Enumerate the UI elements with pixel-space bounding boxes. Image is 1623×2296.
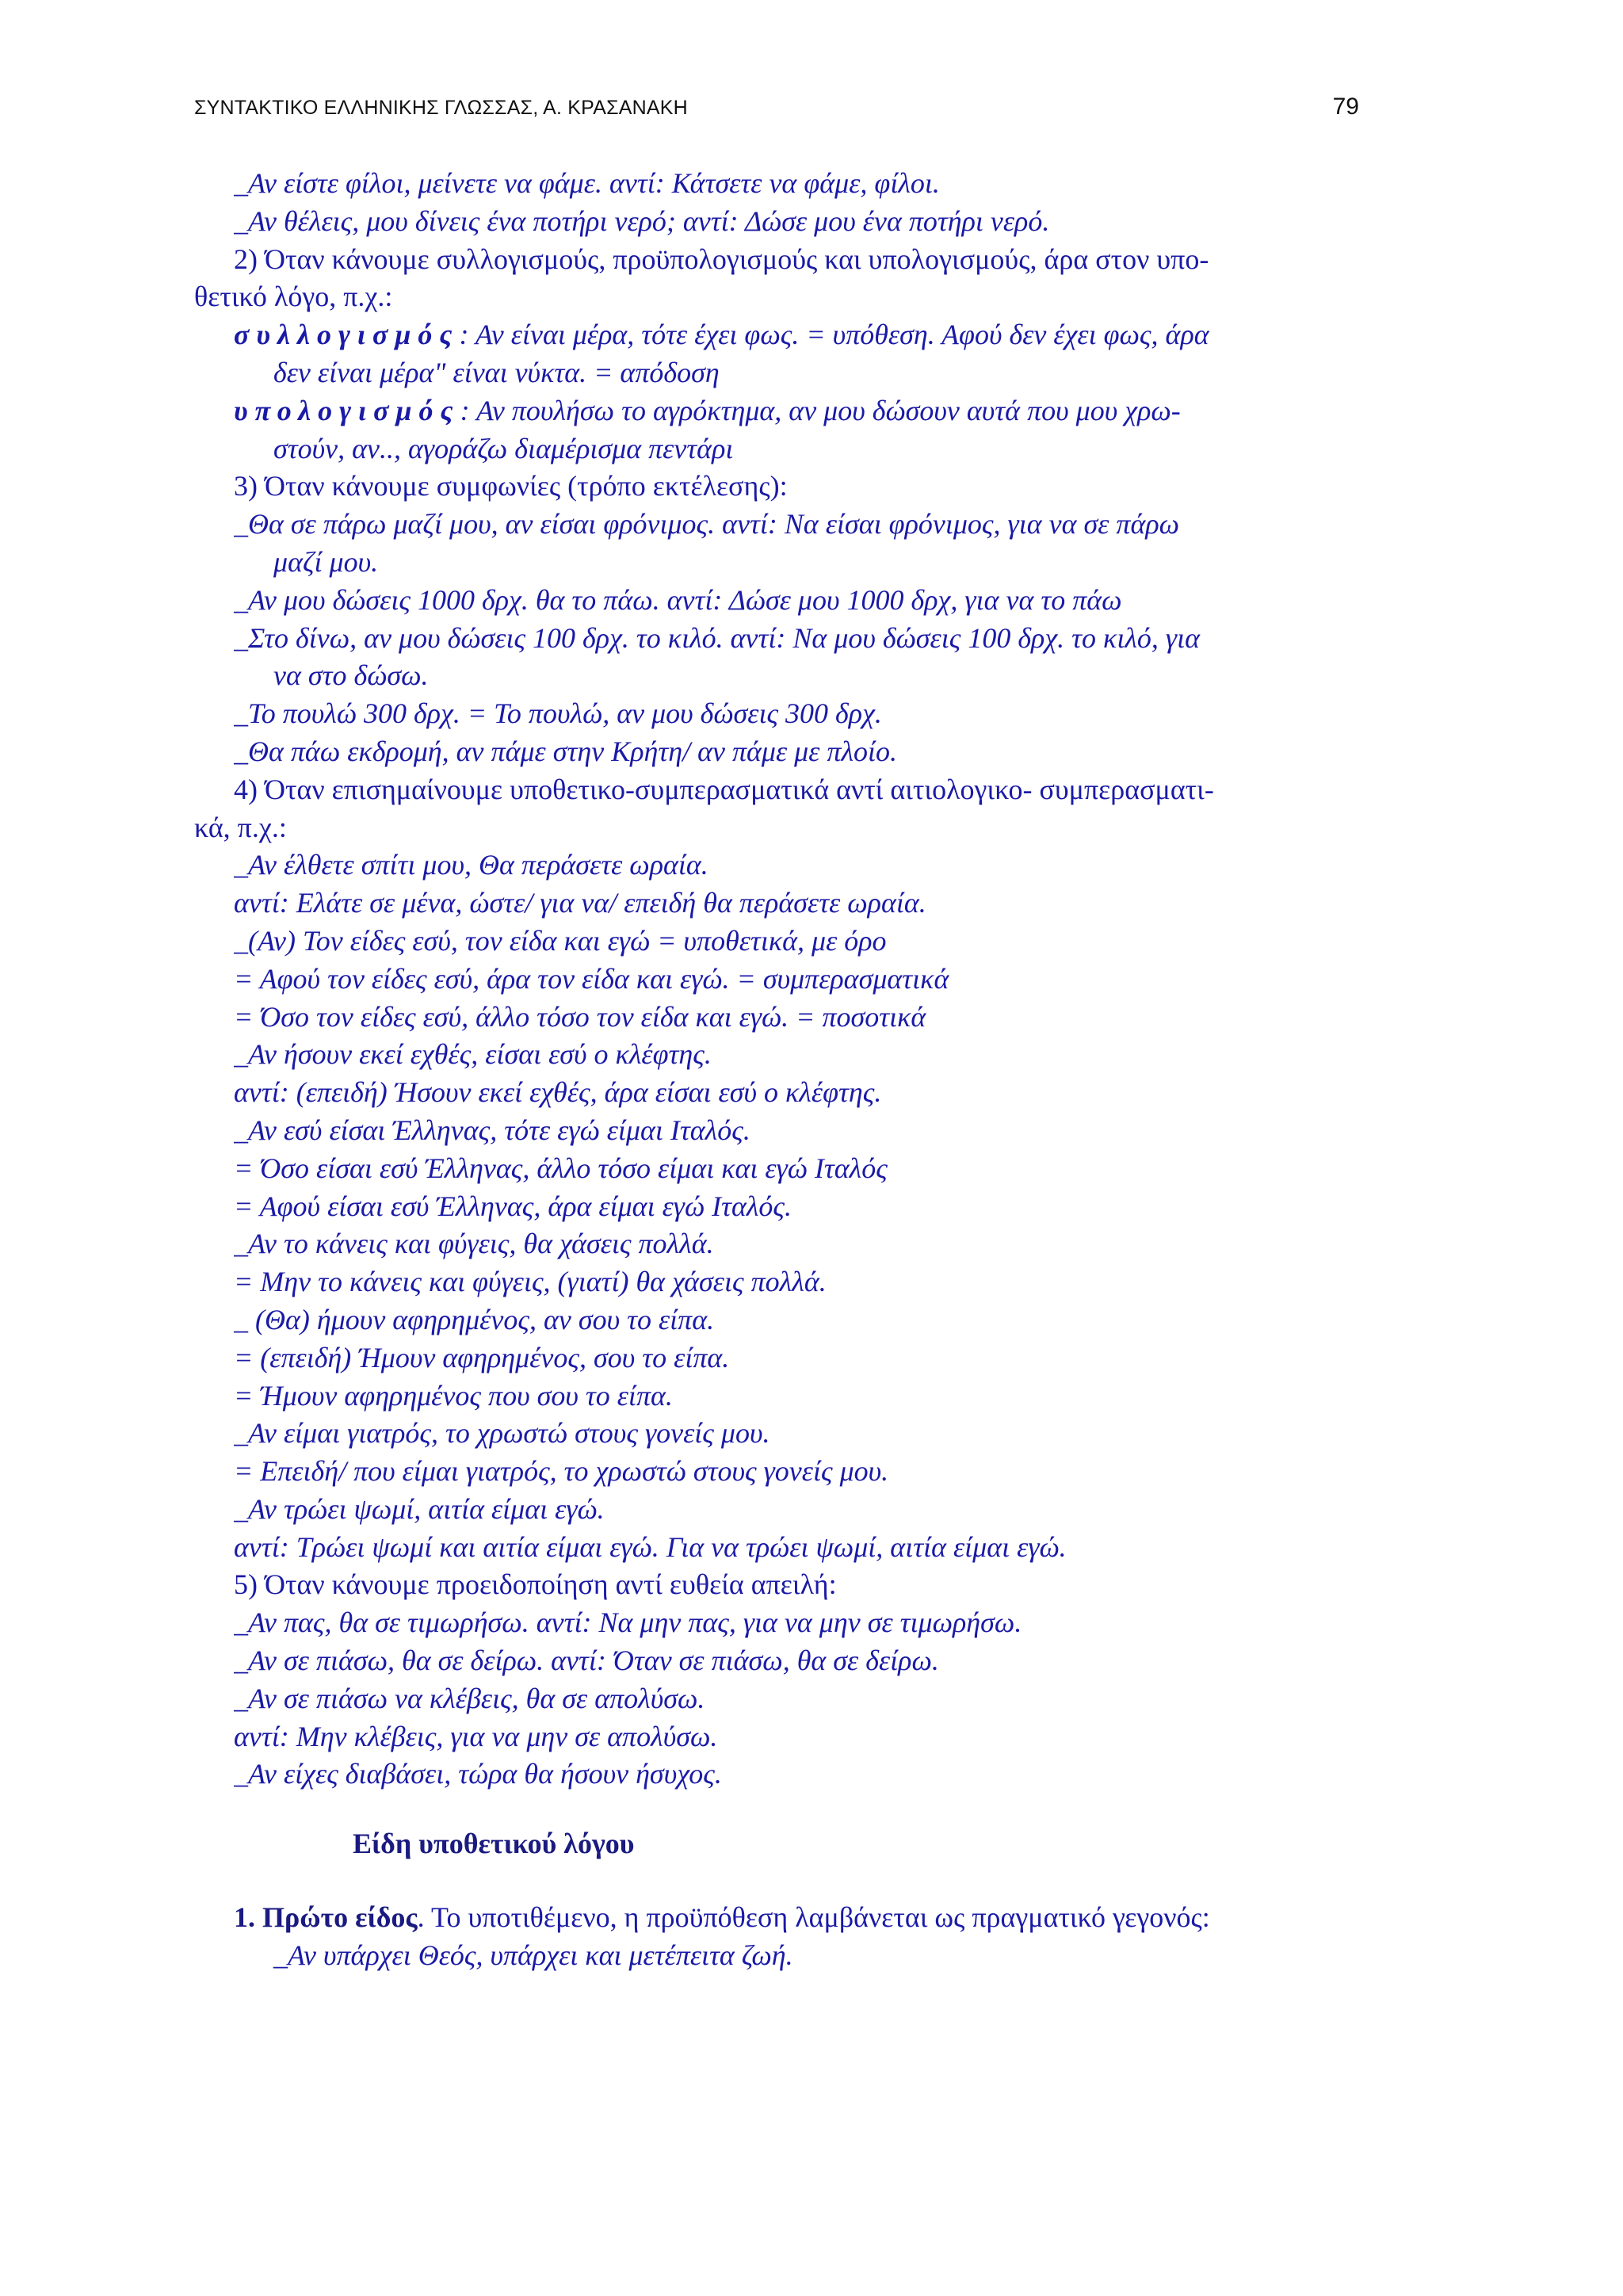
text-line: _Θα πάω εκδρομή, αν πάμε στην Κρήτη/ αν πάμε με πλοίο. bbox=[234, 735, 898, 767]
text-line: _Αν τρώει ψωμί, αιτία είμαι εγώ. bbox=[234, 1492, 605, 1525]
first-kind-label: 1. Πρώτο είδος bbox=[234, 1901, 418, 1933]
text-line: αντί: (επειδή) Ήσουν εκεί εχθές, άρα είσαι εσύ ο κλέφτης. bbox=[234, 1076, 882, 1109]
text-line: να στο δώσω. bbox=[273, 659, 429, 692]
text-line bbox=[234, 1898, 1375, 1936]
first-kind-text: . Το υποτιθέμενο, η προϋπόθεση λαμβάνεται ως πραγματικό γεγονός: bbox=[417, 1901, 1210, 1933]
first-kind-example: _Αν υπάρχει Θεός, υπάρχει και μετέπειτα ζωή. bbox=[273, 1939, 793, 1971]
text-line: _Αν σε πιάσω να κλέβεις, θα σε απολύσω. bbox=[234, 1682, 705, 1714]
text-line: _(Αν) Τον είδες εσύ, τον είδα και εγώ = υποθετικά, με όρο bbox=[234, 924, 887, 957]
text-line: _Αν είμαι γιατρός, το χρωστώ στους γονείς μου. bbox=[234, 1417, 770, 1450]
text-line: αντί: Ελάτε σε μένα, ώστε/ για να/ επειδή θα περάσετε ωραία. bbox=[234, 887, 926, 919]
term-syllogism: συλλογισμός bbox=[234, 319, 460, 351]
text-line: _Αν είστε φίλοι, μείνετε να φάμε. αντί: Κάτσετε να φάμε, φίλοι. bbox=[234, 167, 940, 199]
text-line: 5) Όταν κάνουμε προειδοποίηση αντί ευθεία απειλή: bbox=[234, 1568, 837, 1601]
text-line: 3) Όταν κάνουμε συμφωνίες (τρόπο εκτέλεσης): bbox=[234, 470, 788, 502]
page-number: 79 bbox=[1332, 94, 1359, 120]
text-line: _Αν έλθετε σπίτι μου, Θα περάσετε ωραία. bbox=[234, 849, 708, 881]
text-line: _Αν το κάνεις και φύγεις, θα χάσεις πολλά. bbox=[234, 1228, 714, 1260]
first-kind-paragraph bbox=[234, 1898, 1375, 1974]
text-line: _Αν σε πιάσω, θα σε δείρω. αντί: Όταν σε πιάσω, θα σε δείρω. bbox=[234, 1645, 939, 1677]
text-line: = Όσο τον είδες εσύ, άλλο τόσο τον είδα και εγώ. = ποσοτικά bbox=[234, 1000, 926, 1033]
text-line: = Μην το κάνεις και φύγεις, (γιατί) θα χάσεις πολλά. bbox=[234, 1266, 827, 1298]
text-line: = Όσο είσαι εσύ Έλληνας, άλλο τόσο είμαι και εγώ Ιταλός bbox=[234, 1152, 888, 1184]
text-line: δεν είναι μέρα" είναι νύκτα. = απόδοση bbox=[273, 356, 720, 388]
term-calculation: υπολογισμός bbox=[234, 394, 460, 426]
text-line: _Αν μου δώσεις 1000 δρχ. θα το πάω. αντί: Δώσε μου 1000 δρχ, για να το πάω bbox=[234, 583, 1122, 616]
text-line: _Αν εσύ είσαι Έλληνας, τότε εγώ είμαι Ιταλός. bbox=[234, 1114, 750, 1146]
text-line: = Αφού τον είδες εσύ, άρα τον είδα και εγώ. = συμπερασματικά bbox=[234, 962, 949, 995]
text-span: : Αν πουλήσω το αγρόκτημα, αν μου δώσουν αυτά που μου χρω- bbox=[460, 394, 1181, 426]
text-line: _Αν είχες διαβάσει, τώρα θα ήσουν ήσυχος. bbox=[234, 1758, 722, 1790]
text-line: 2) Όταν κάνουμε συλλογισμούς, προϋπολογισμούς και υπολογισμούς, άρα στον υπο- bbox=[234, 243, 1209, 275]
text-span: : Αν είναι μέρα, τότε έχει φως. = υπόθεση. Αφού δεν έχει φως, άρα bbox=[459, 319, 1209, 351]
text-line bbox=[234, 392, 1375, 430]
text-line: = Επειδή/ που είμαι γιατρός, το χρωστώ στους γονείς μου. bbox=[234, 1455, 889, 1488]
text-line: = Ήμουν αφηρημένος που σου το είπα. bbox=[234, 1379, 673, 1412]
running-title: ΣΥΝΤΑΚΤΙΚΟ ΕΛΛΗΝΙΚΗΣ ΓΛΩΣΣΑΣ, Α. ΚΡΑΣΑΝΑΚΗ bbox=[194, 97, 688, 119]
text-line: _Αν πας, θα σε τιμωρήσω. αντί: Να μην πας, για να μην σε τιμωρήσω. bbox=[234, 1606, 1022, 1639]
text-line: στούν, αν.., αγοράζω διαμέρισμα πεντάρι bbox=[273, 432, 734, 464]
text-line bbox=[234, 316, 1375, 354]
text-line: = Αφού είσαι εσύ Έλληνας, άρα είμαι εγώ Ιταλός. bbox=[234, 1190, 792, 1222]
text-line: _Θα σε πάρω μαζί μου, αν είσαι φρόνιμος. αντί: Να είσαι φρόνιμος, για να σε πάρω bbox=[234, 508, 1180, 541]
text-line: αντί: Τρώει ψωμί και αιτία είμαι εγώ. Για να τρώει ψωμί, αιτία είμαι εγώ. bbox=[234, 1530, 1067, 1563]
text-line: _ (Θα) ήμουν αφηρημένος, αν σου το είπα. bbox=[234, 1303, 715, 1335]
text-line: _Αν θέλεις, μου δίνεις ένα ποτήρι νερό; αντί: Δώσε μου ένα ποτήρι νερό. bbox=[234, 204, 1050, 237]
section-heading: Είδη υποθετικού λόγου bbox=[353, 1828, 635, 1859]
text-line: θετικό λόγο, π.χ.: bbox=[194, 281, 393, 313]
text-line: = (επειδή) Ήμουν αφηρημένος, σου το είπα. bbox=[234, 1341, 730, 1373]
text-line: κά, π.χ.: bbox=[194, 811, 287, 843]
text-line: _Στο δίνω, αν μου δώσεις 100 δρχ. το κιλό. αντί: Να μου δώσεις 100 δρχ. το κιλό, για bbox=[234, 621, 1201, 654]
text-line: αντί: Μην κλέβεις, για να μην σε απολύσω. bbox=[234, 1720, 718, 1752]
text-line: _Αν ήσουν εκεί εχθές, είσαι εσύ ο κλέφτης. bbox=[234, 1038, 712, 1071]
text-line: μαζί μου. bbox=[273, 545, 379, 578]
text-line: 4) Όταν επισημαίνουμε υποθετικο-συμπερασματικά αντί αιτιολογικο- συμπερασματι- bbox=[234, 773, 1214, 805]
text-line: _Το πουλώ 300 δρχ. = Το πουλώ, αν μου δώσεις 300 δρχ. bbox=[234, 697, 882, 730]
body-text bbox=[194, 165, 1375, 1794]
page-header bbox=[194, 94, 1359, 133]
